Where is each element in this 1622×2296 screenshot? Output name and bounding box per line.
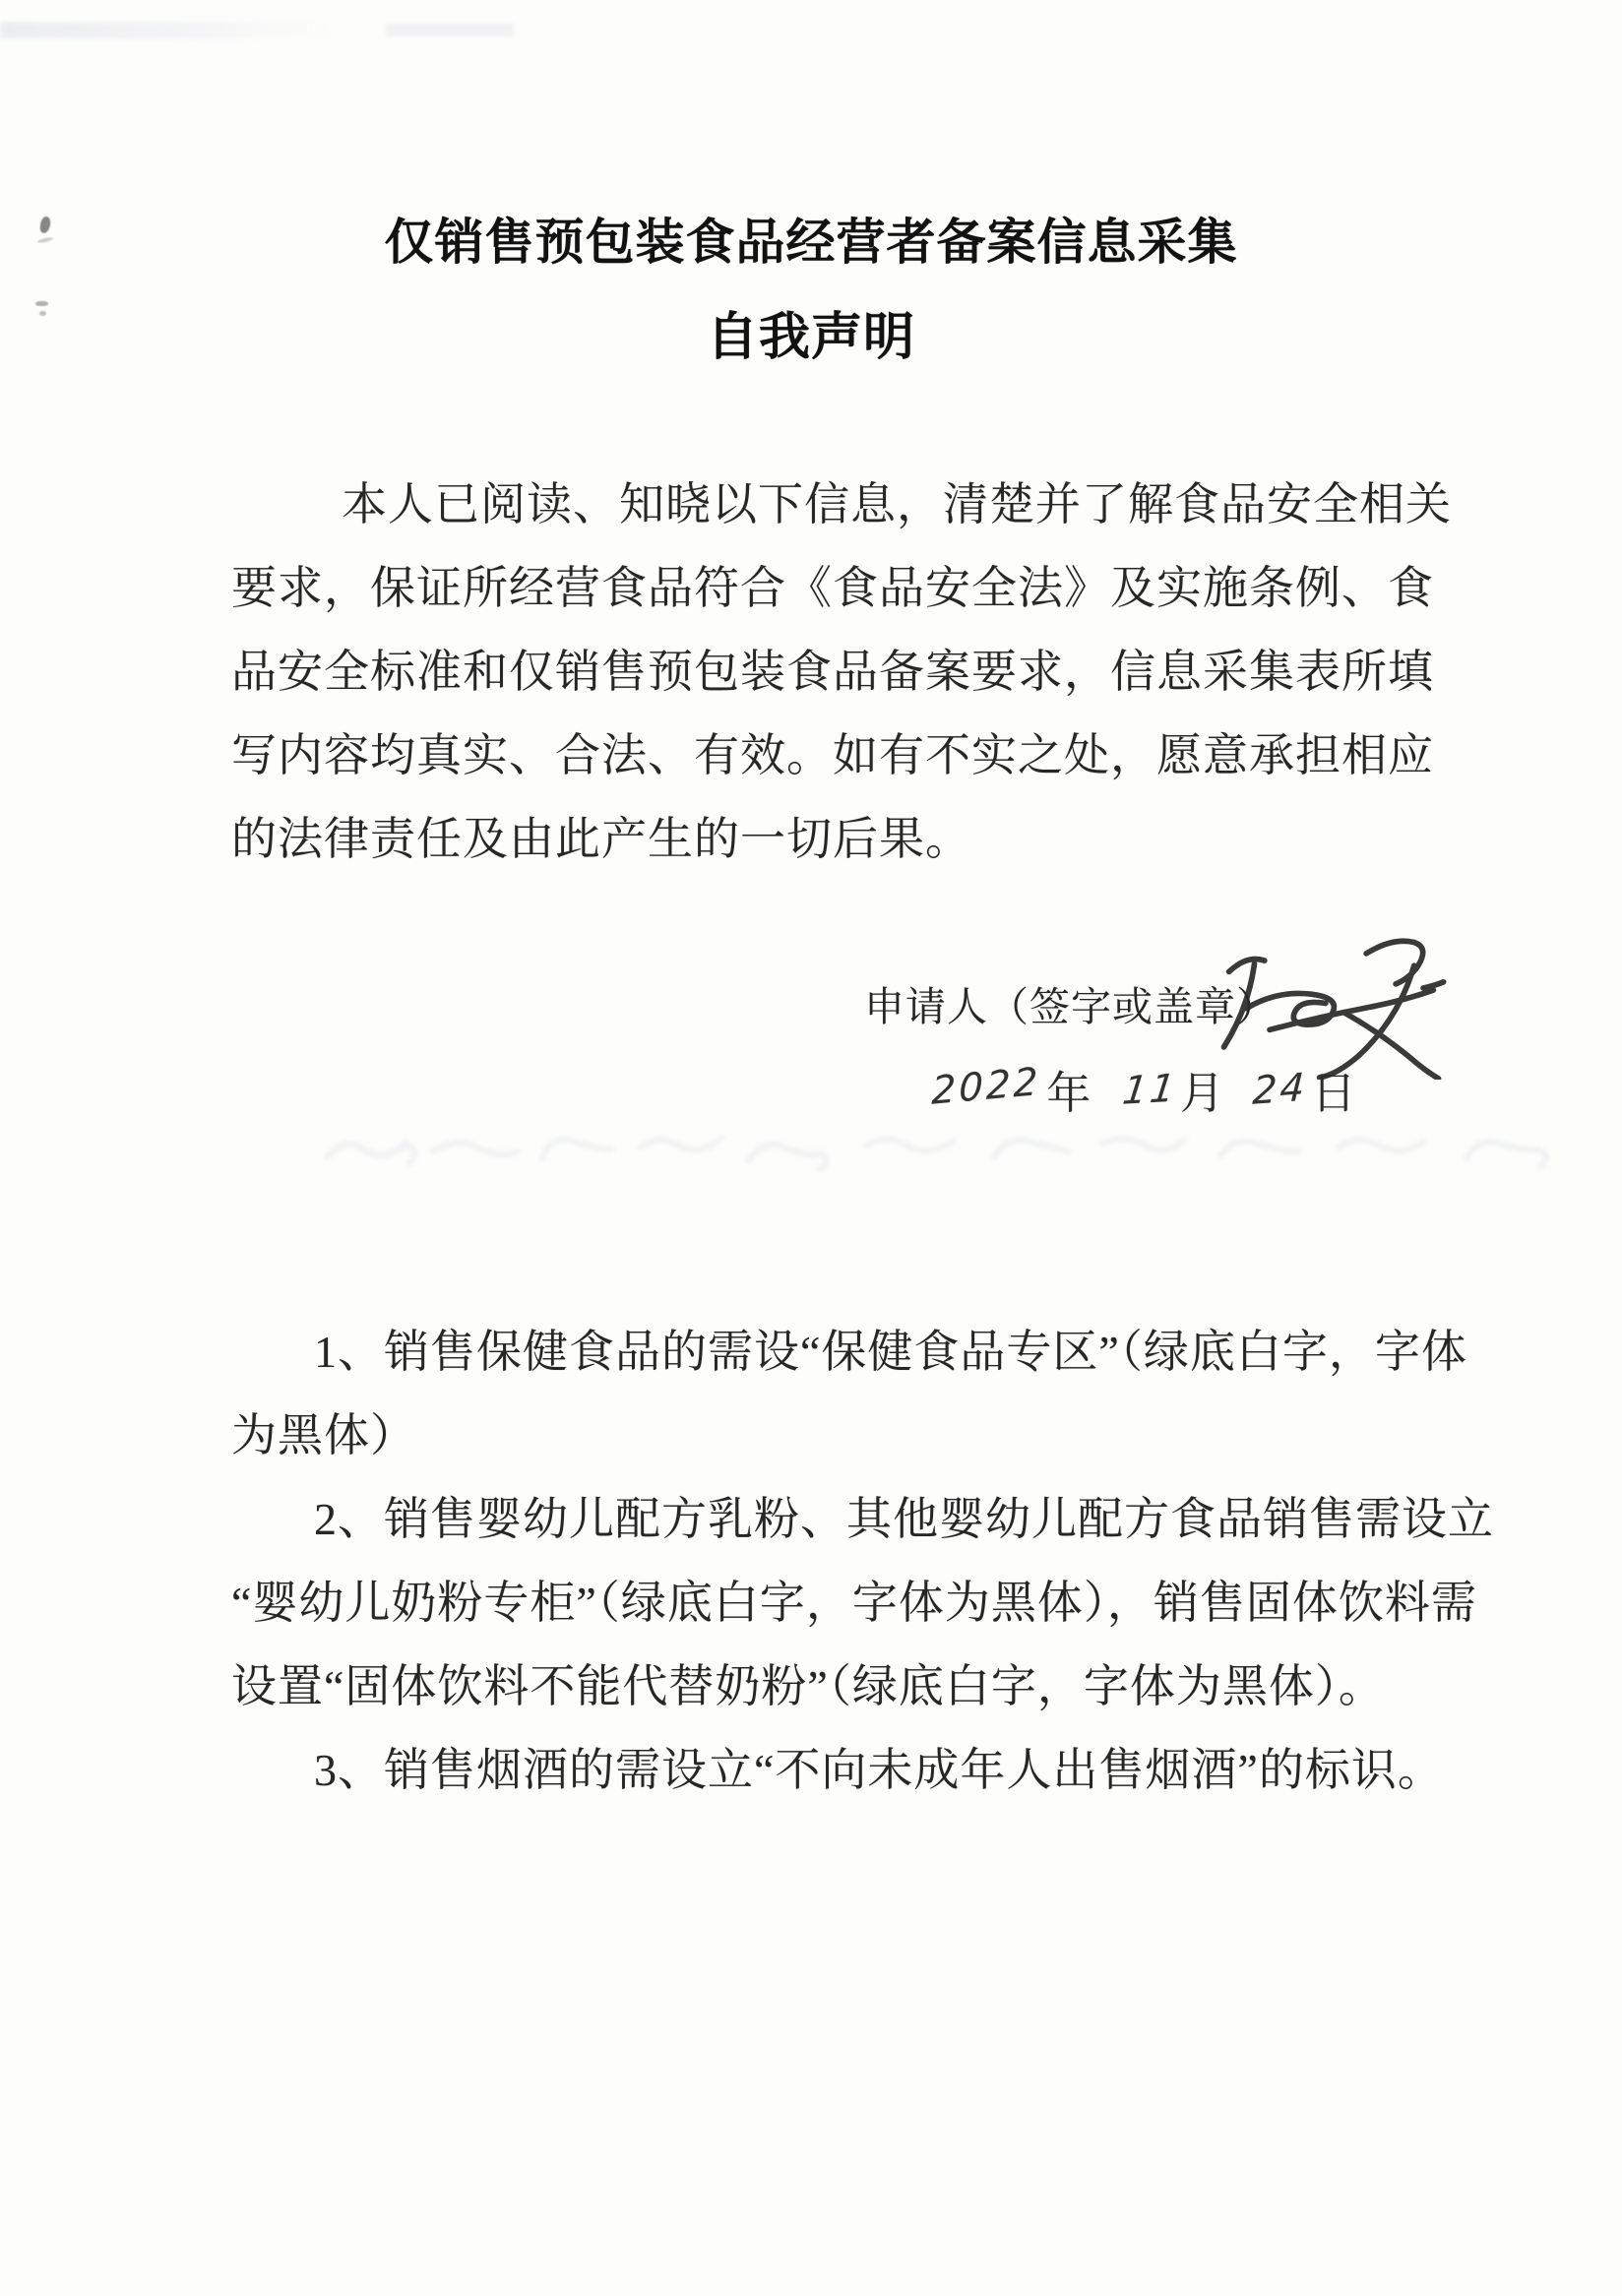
note-2-line: 2、销售婴幼儿配方乳粉、其他婴幼儿配方食品销售需设立 xyxy=(314,1494,1494,1544)
note-2-line: “婴幼儿奶粉专柜”（绿底白字，字体为黑体），销售固体饮料需 xyxy=(231,1578,1477,1628)
date-year-unit: 年 xyxy=(1046,1069,1092,1118)
declaration-line: 的法律责任及由此产生的一切后果。 xyxy=(231,814,971,864)
note-3-line: 3、销售烟酒的需设立“不向未成年人出售烟酒”的标识。 xyxy=(314,1745,1444,1795)
declaration-line: 品安全标准和仅销售预包装食品备案要求，信息采集表所填 xyxy=(231,647,1434,697)
scan-smudge-band xyxy=(386,24,514,36)
note-1-line: 1、销售保健食品的需设“保健食品专区”（绿底白字，字体 xyxy=(314,1327,1467,1377)
date-day-unit: 日 xyxy=(1311,1069,1357,1118)
declaration-line: 写内容均真实、合法、有效。如有不实之处，愿意承担相应 xyxy=(231,730,1434,780)
applicant-signature-label: 申请人（签字或盖章） xyxy=(864,984,1278,1029)
note-2-line: 设置“固体饮料不能代替奶粉”（绿底白字，字体为黑体）。 xyxy=(231,1661,1385,1711)
declaration-line: 要求，保证所经营食品符合《食品安全法》及实施条例、食 xyxy=(231,563,1434,613)
declaration-line: 本人已阅读、知晓以下信息，清楚并了解食品安全相关 xyxy=(342,479,1452,529)
bleed-through-ghost-text xyxy=(315,1118,1614,1187)
page-subtitle: 自我声明 xyxy=(706,309,915,366)
date-month-value: 11 xyxy=(1120,1066,1181,1114)
note-1-line: 为黑体） xyxy=(231,1410,416,1460)
date-year-value: 2022 xyxy=(931,1059,1041,1114)
handwritten-signature-ink xyxy=(1213,927,1449,1080)
notes-list xyxy=(231,1310,1494,1812)
declaration-paragraph xyxy=(231,463,1471,881)
scan-smudge-band xyxy=(0,22,335,38)
date-line xyxy=(929,1059,1357,1122)
page-title: 仅销售预包装食品经营者备案信息采集 xyxy=(384,215,1238,270)
date-day-value: 24 xyxy=(1251,1065,1309,1114)
date-month-unit: 月 xyxy=(1179,1069,1225,1118)
